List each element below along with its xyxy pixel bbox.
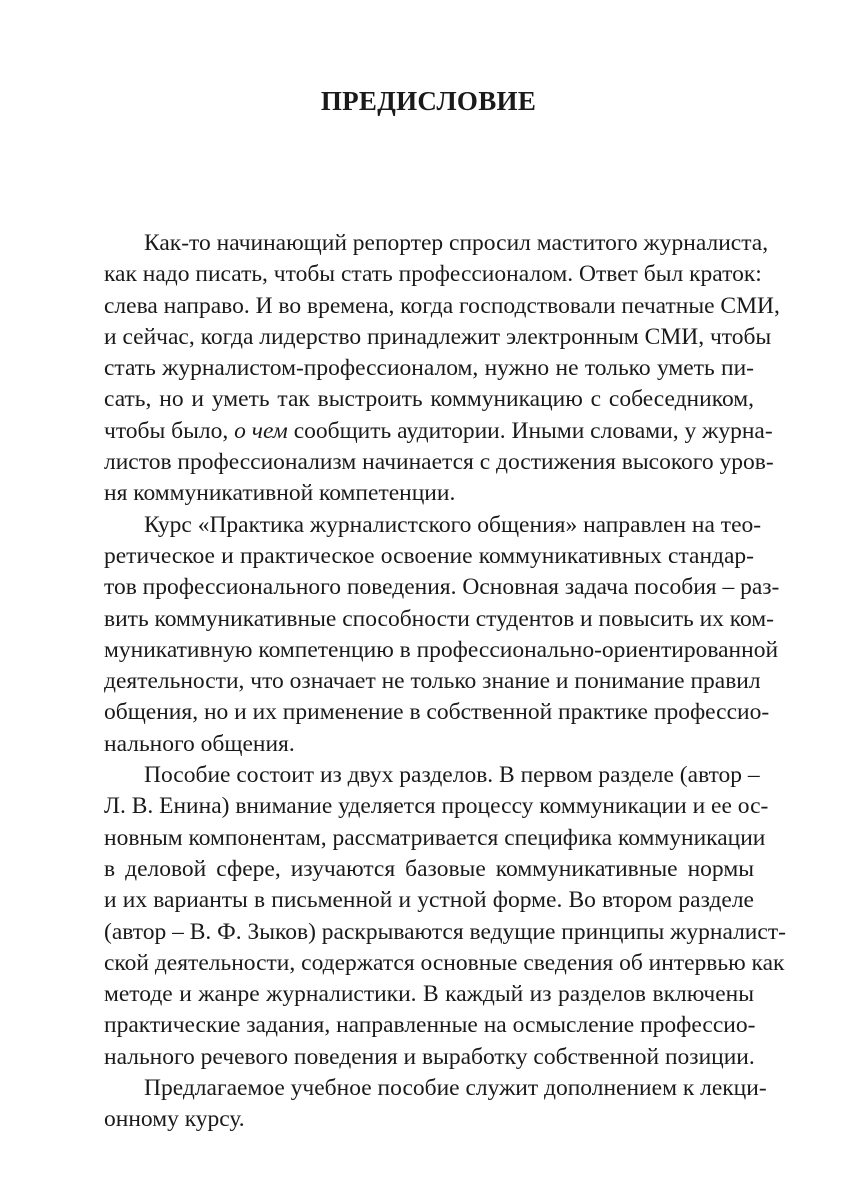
text-line: Курс «Практика журналистского общения» направлен на тео-: [144, 511, 762, 538]
text-line: и их варианты в письменной и устной форме. Во втором разделе: [104, 887, 754, 914]
text-line: вить коммуникативные способности студентов и повысить их ком-: [104, 605, 775, 632]
text-line: Л. В. Енина) внимание уделяется процессу коммуникации и ее ос-: [104, 793, 769, 820]
text-line: тов профессионального поведения. Основная задача пособия – раз-: [104, 574, 780, 601]
text-line: (автор – В. Ф. Зыков) раскрываются ведущие принципы журналист-: [104, 918, 786, 945]
text-line-with-italic: [104, 416, 773, 447]
text-line: ня коммуникативной компетенции.: [104, 480, 456, 507]
text-line: онному курсу.: [104, 1106, 245, 1133]
text-line: стать журналистом-профессионалом, нужно не только уметь пи-: [104, 355, 754, 382]
paragraph-2: [104, 510, 780, 760]
text-line: Как-то начинающий репортер спросил маститого журналиста,: [144, 230, 769, 256]
text-line: листов профессионализм начинается с достижения высокого уров-: [104, 449, 774, 476]
text-line: ретическое и практическое освоение коммуникативных стандар-: [104, 542, 754, 569]
text-line: практические задания, направленные на осмысление профессио-: [104, 1012, 756, 1039]
paragraph-1: [104, 228, 780, 510]
text-segment: сообщить аудитории. Иными словами, у журна-: [287, 417, 773, 444]
text-line: нального общения.: [104, 730, 295, 757]
text-line: сать, но и уметь так выстроить коммуникацию с собеседником,: [104, 386, 754, 413]
preface-body: [104, 228, 786, 1136]
text-line: как надо писать, чтобы стать профессионалом. Ответ был краток:: [104, 261, 762, 288]
text-line: муникативную компетенцию в профессионально-ориентированной: [104, 636, 779, 663]
text-line: методе и жанре журналистики. В каждый из разделов включены: [104, 981, 754, 1008]
text-line: Предлагаемое учебное пособие служит дополнением к лекци-: [144, 1075, 767, 1102]
text-line: и сейчас, когда лидерство принадлежит электронным СМИ, чтобы: [104, 323, 772, 350]
text-line: деятельности, что означает не только знание и понимание правил: [104, 668, 761, 695]
text-line: слева направо. И во времена, когда господствовали печатные СМИ,: [104, 292, 780, 319]
paragraph-4: [104, 1073, 767, 1136]
italic-emphasis: о чем: [234, 417, 288, 444]
page-title: ПРЕДИСЛОВИЕ: [320, 86, 537, 116]
text-line: Пособие состоит из двух разделов. В первом разделе (автор –: [144, 762, 760, 789]
paragraph-3: [104, 760, 786, 1073]
text-line: новным компонентам, рассматривается специфика коммуникации: [104, 824, 766, 851]
text-line: общения, но и их применение в собственной практике профессио-: [104, 699, 770, 726]
text-segment: чтобы было,: [104, 417, 235, 444]
text-line: в деловой сфере, изучаются базовые коммуникативные нормы: [104, 855, 754, 882]
text-line: нального речевого поведения и выработку собственной позиции.: [104, 1043, 755, 1070]
text-line: ской деятельности, содержатся основные сведения об интервью как: [104, 949, 785, 976]
